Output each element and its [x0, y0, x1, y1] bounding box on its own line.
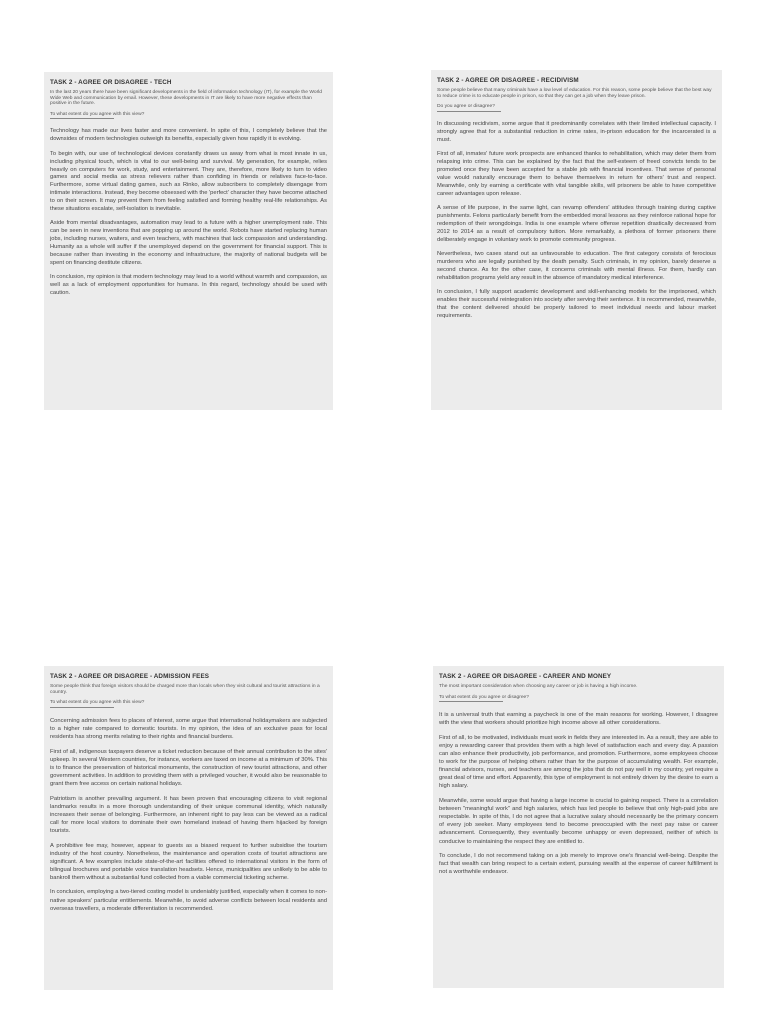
essay-paragraph: To begin with, our use of technological devices constantly draws us away from what is most innate in us, including physical touch, which is vital to our well-being and survival. My generation, for example, relies heavily on computers for work, study, and entertainment. They are, therefore, more likely to turn to video games and social media as stress relievers rather than confiding in friends or relatives face-to-face. Furthermore, some virtual dating games, such as Rinko, allow subscribers to completely disengage from intimate interactions. Instead, they become obsessed with the 'perfect' character they have become attached to on their screen. It may prevent them from feeling satisfied and forming healthy real-life relationships. As these situations escalate, self-isolation is inevitable. — [50, 150, 327, 213]
essay-page-tech — [44, 72, 333, 410]
task-title: TASK 2 - AGREE OR DISAGREE - ADMISSION FEES — [50, 673, 210, 680]
essay-paragraph: In conclusion, my opinion is that modern technology may lead to a world without warmth and compassion, as well as a lack of employment opportunities for humans. In this regard, technology should be used with caution. — [50, 274, 327, 297]
essay-paragraph: A prohibitive fee may, however, appear to guests as a biased request to further subsidise the tourism industry of the host country. Nonetheless, the maintenance and operation costs of tourist attractions are significant. A few examples include state-of-the-art facilities offered to international visitors in the form of bilingual brochures and portable voice translation headsets. Hence, municipalities are unlikely to be able to bankroll them without a substantial fund collected from a viable commercial ticketing scheme. — [50, 842, 327, 881]
essay-paragraph: First of all, indigenous taxpayers deserve a ticket reduction because of their annual contribution to the sites' upkeep. In several Western countries, for instance, workers are taxed on income at a minimum of 30%. This is to finance the preservation of historical monuments, the construction of new tourist attractions, and other government activities. In addition to providing them with a privileged voucher, it would also be reasonable to grant them free access on certain national holidays. — [50, 748, 327, 787]
essay-paragraph: Aside from mental disadvantages, automation may lead to a future with a higher unemployment rate. This can be seen in new inventions that are popping up around the world. Robots have started replacing human jobs, including nurses, waiters, and even teachers, with machines that lack compassion and understanding. Humanity as a whole will suffer if the unemployed depend on the government for financial support. This is because rather than investing in the economy and infrastructure, the majority of national budgets will be spent on financing destitute citizens. — [50, 220, 327, 266]
task-prompt: Some people think that foreign visitors should be charged more than locals when they visit cultural and tourist attractions in a country. — [50, 684, 320, 695]
divider — [50, 707, 114, 708]
essay-paragraph: Concerning admission fees to places of interest, some argue that international holidaymakers are subjected to a higher rate compared to domestic tourists. In my opinion, the idea of an exclusive pass for local residents has strong merits relating to their rights and financial burdens. — [50, 717, 327, 740]
divider — [437, 111, 501, 112]
divider — [50, 118, 114, 119]
task-prompt: The most important consideration when choosing any career or job is having a high income. — [439, 684, 638, 689]
task-question: To what extent do you agree with this view? — [50, 111, 145, 117]
essay-paragraph: In conclusion, I fully support academic development and skill-enhancing models for the imprisoned, which enables their successful reintegration into society after serving their sentence. It is recommended, meanwhile, that the content delivered should be properly tailored to meet individual needs and labour market requirements. — [437, 289, 717, 319]
task-title: TASK 2 - AGREE OR DISAGREE - CAREER AND MONEY — [439, 673, 612, 680]
essay-paragraph: Patriotism is another prevailing argument. It has been proven that encouraging citizens to visit regional landmarks results in a more thorough understanding of their unique communal identity, which naturally increases their sense of belonging. Furthermore, an inherent right to pay less can be viewed as a radical call for more local visitors to dominate their own homeland instead of having them hijacked by foreign tourists. — [50, 795, 327, 834]
essay-paragraph: A sense of life purpose, in the same light, can revamp offenders' attitudes through training during captive punishments. Felons particularly benefit from the embedded moral lessons as they reinforce rational hope for redemption of their wrongdoings. India is one example where offense repetition drastically decreased from 2012 to 2014 as a result of compulsory tuition. More remarkably, a plethora of former prisoners there deliberately engage in voluntary work to promote community progress. — [437, 204, 716, 243]
task-title: TASK 2 - AGREE OR DISAGREE - RECIDIVISM — [437, 77, 579, 84]
task-prompt: In the last 20 years there have been significant developments in the field of information technology (IT), for example the World Wide Web and communication by email. However, these developments in IT are likely to have more negative effects than positive in the future. — [50, 90, 323, 107]
task-question: To what extent do you agree with this view? — [50, 700, 145, 706]
essay-paragraph: To conclude, I do not recommend taking on a job merely to improve one's financial well-being. Despite the fact that wealth can bring respect to a certain extent, pursuing wealth at the expense of career fulfillment is not a worthwhile endeavor. — [439, 853, 718, 876]
essay-paragraph: First of all, inmates' future work prospects are enhanced thanks to rehabilitation, which may deter them from relapsing into crime. This can be explained by the fact that the self-esteem of freed convicts tends to be promoted once they have been accepted for a stable job with financial incentives. That sense of personal value would naturally encourage them to behave themselves in return for others' trust and respect. Meanwhile, only by earning a certificate with vital tangible skills, will prisoners be able to have competitive career advantages upon release. — [437, 151, 716, 197]
essay-paragraph: Nevertheless, two cases stand out as unfavourable to education. The first category consists of ferocious murderers who are legally punished by the death penalty. Such criminals, in my opinion, barely deserve a second chance. As for the other case, it concerns criminals with mental illness. For them, hardly can rehabilitation programs yield any result in the absence of mandatory medical interference. — [437, 250, 716, 281]
essay-page-recidivism — [431, 70, 722, 410]
essay-paragraph: In conclusion, employing a two-tiered costing model is undeniably justified, especially when it comes to non-native speakers' particular entitlements. Meanwhile, to avoid adverse conflicts between local residents and overseas travellers, a moderate differentiation is recommended. — [50, 889, 327, 912]
essay-paragraph: Technology has made our lives faster and more convenient. In spite of this, I completely believe that the downsides of modern technologies outweigh its benefits, especially given how rapidly it is evolving. — [50, 128, 327, 143]
task-prompt: Some people believe that many criminals have a low level of education. For this reason, some people believe that the best way to reduce crime is to educate people in prison, so that they can get a job when they leave prison. — [437, 88, 712, 99]
task-title: TASK 2 - AGREE OR DISAGREE - TECH — [50, 79, 172, 86]
essay-paragraph: It is a universal truth that earning a paycheck is one of the main reasons for working. However, I disagree with the view that workers should prioritize high income above all other considerations. — [439, 712, 718, 727]
divider — [439, 701, 503, 702]
task-question: To what extent do you agree or disagree? — [439, 694, 529, 700]
essay-paragraph: In discussing recidivism, some argue that it predominantly correlates with their limited intellectual capacity. I strongly agree that for a substantial reduction in crime rates, in-prison education for the incarcerated is a must. — [437, 120, 716, 143]
essay-page-career-and-money — [433, 666, 724, 988]
essay-paragraph: First of all, to be motivated, individuals must work in fields they are interested in. As a result, they are able to enjoy a rewarding career that provides them with a high level of satisfaction each and every day. A passion can also enhance their productivity, job performance, and promotion. Furthermore, some employees choose to work for the purpose of helping others rather than for the purpose of accumulating wealth. For example, financial advisors, nurses, and teachers are among the jobs that do not pay well in my country, yet require a great deal of time and effort. Apparently, this type of employment is not entirely driven by the desire to earn a high salary. — [439, 734, 718, 790]
task-question: Do you agree or disagree? — [437, 104, 495, 110]
essay-paragraph: Meanwhile, some would argue that having a large income is crucial to gaining respect. There is a correlation between "meaningful work" and high salaries, which has led people to believe that only high-paid jobs are respectable. In spite of this, I do not agree that a lucrative salary should necessarily be the primary concern of every job seeker. Many employees tend to become preoccupied with the next pay raise or career advancement. Consequently, they eventually become unhappy or even depressed, neither of which is conducive to maintaining the respect they are entitled to. — [439, 798, 718, 845]
essay-page-admission-fees — [44, 666, 333, 990]
